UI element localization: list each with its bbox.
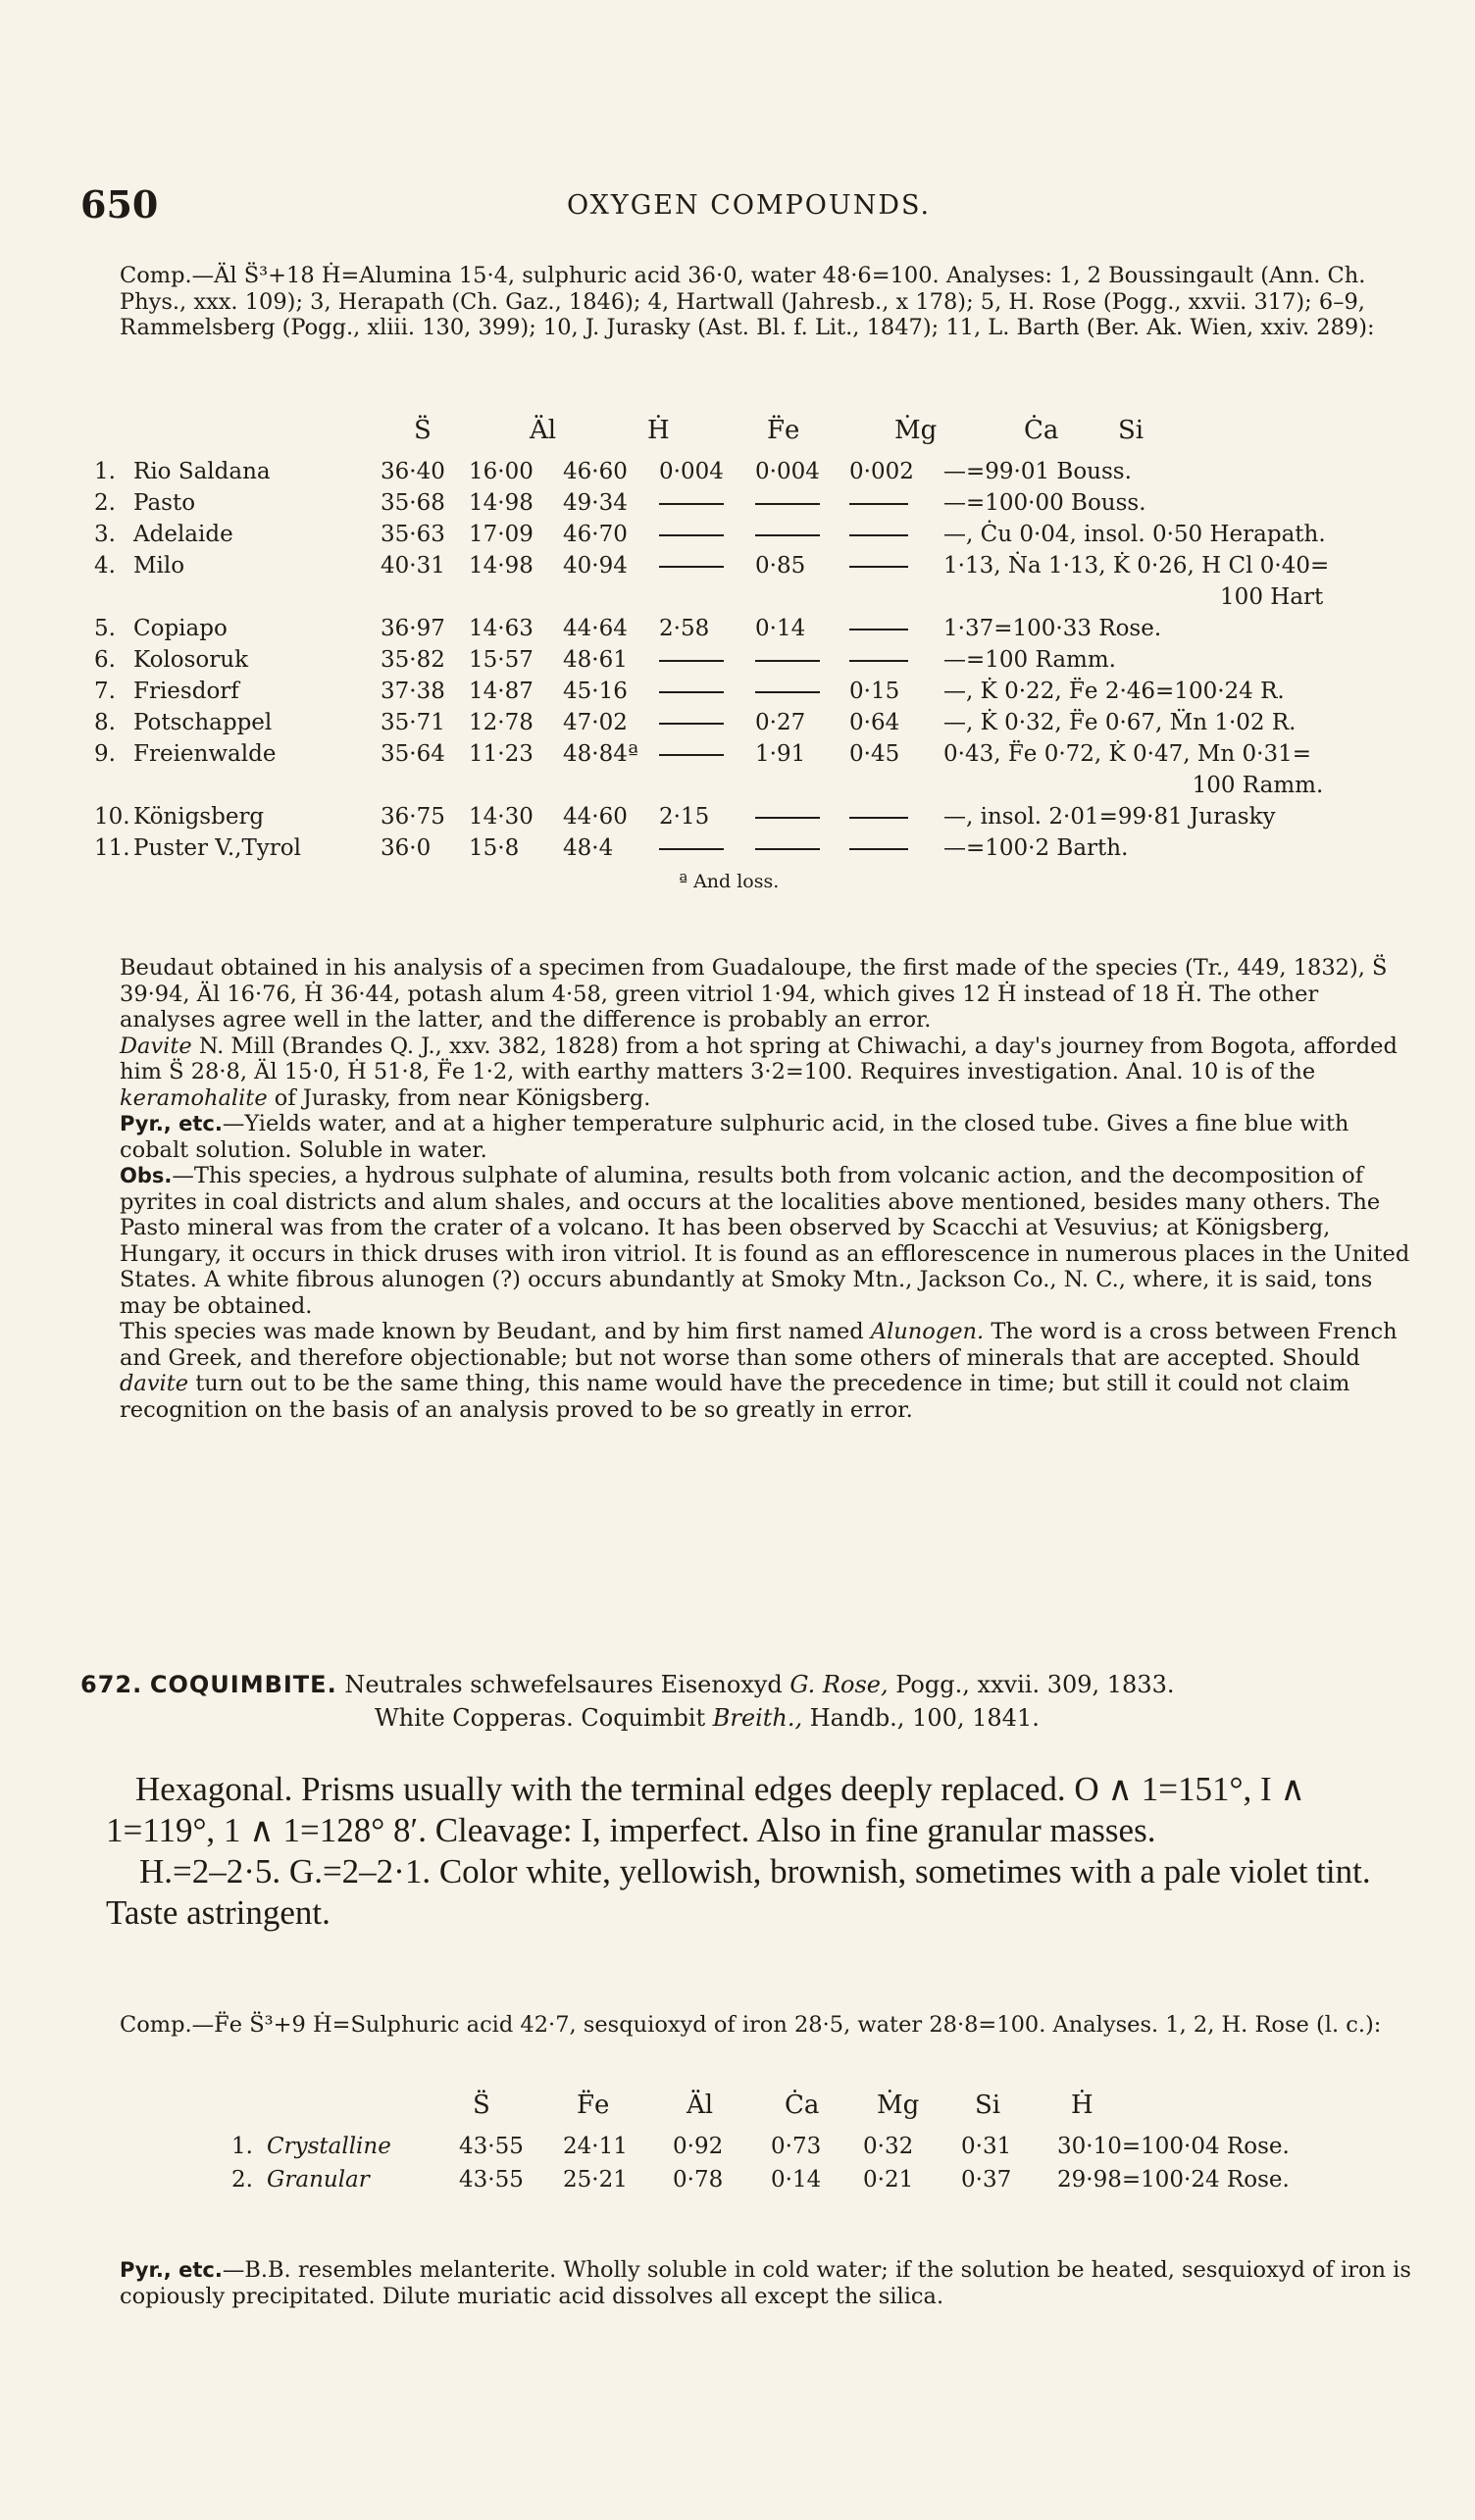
heading-line2-a: White Copperas. Coquimbit [375, 1704, 713, 1732]
dash-rule [659, 660, 724, 662]
cell-fe [659, 553, 755, 584]
species-heading [80, 1671, 1175, 1732]
cell-ca [849, 835, 943, 867]
pyr-text: —Yields water, and at a higher temperature sulphuric acid, in the closed tube. Gives a fine blue with cobalt solution. Soluble in water. [120, 1111, 1349, 1163]
cell-fe [659, 741, 755, 773]
page-number: 650 [80, 182, 159, 227]
pyr2-label: Pyr., etc. [120, 2258, 223, 2282]
alunogen: Alunogen. [870, 1319, 985, 1344]
row-number: 2. [94, 490, 116, 516]
cell-si-continued: 100 Ramm. [1192, 773, 1324, 798]
cell-al: 14·63 [469, 616, 534, 641]
cell-value: 0·21 [863, 2167, 914, 2192]
table-header-row [94, 416, 1144, 459]
cell-si: —=99·01 Bouss. [943, 459, 1132, 484]
cell-s: 40·31 [381, 553, 445, 579]
cell-si: —, K̇ 0·32, F̈e 0·67, M̈n 1·02 R. [943, 710, 1297, 735]
known-text-c: turn out to be the same thing, this name would have the precedence in time; but still it could not claim recognition on the basis of an analysis proved to be so greatly in error. [120, 1371, 1350, 1423]
cell-fe: 2·15 [659, 804, 710, 830]
paragraph-beudant: Beudaut obtained in his analysis of a specimen from Guadaloupe, the first made of the species (Tr., 449, 1832), S̈ 39·94, Äl 16·76, Ḣ 36·44, potash alum 4·58, green vitriol 1·94, which gives 12 Ḣ instead of 18 Ḣ. The other analyses agree well in the latter, and the difference is probably an error. [120, 955, 1388, 1033]
cell-si: 0·43, F̈e 0·72, K̇ 0·47, Mn 0·31= [943, 741, 1312, 767]
cell-h: 48·4 [563, 835, 614, 861]
dash-rule [755, 503, 820, 505]
dash-rule [849, 534, 908, 536]
pyr-paragraph-2 [120, 2257, 1412, 2309]
davite-italic: davite [120, 1371, 189, 1396]
table-row-continuation [94, 773, 1329, 804]
dash-rule [659, 691, 724, 693]
table-row [94, 490, 1329, 522]
cell-mg: 0·004 [755, 459, 820, 484]
locality: Kolosoruk [133, 647, 249, 673]
col-header: F̈e [577, 2091, 610, 2120]
paragraph-known [120, 1319, 1412, 1423]
dash-rule [849, 848, 908, 850]
cell-ca [849, 553, 943, 584]
species-number: 672. [80, 1671, 143, 1698]
dash-rule [755, 660, 820, 662]
locality: Puster V.,Tyrol [133, 835, 301, 861]
table-row [94, 710, 1329, 741]
cell-ca [849, 616, 943, 647]
dash-rule [755, 691, 820, 693]
cell-al: 12·78 [469, 710, 534, 735]
dash-rule [849, 566, 908, 568]
paragraph-pyr-1 [120, 1111, 1412, 1163]
cell-s: 36·40 [381, 459, 445, 484]
sample-type: Granular [267, 2167, 370, 2192]
row-number: 6. [94, 647, 116, 673]
dash-rule [659, 503, 724, 505]
cell-ca [849, 490, 943, 522]
dash-rule [849, 629, 908, 630]
table-row [231, 2134, 1290, 2167]
cell-value: 0·31 [961, 2134, 1012, 2159]
analysis-table-2 [231, 2091, 1290, 2200]
dash-rule [849, 503, 908, 505]
cell-al: 16·00 [469, 459, 534, 484]
locality: Milo [133, 553, 185, 579]
cell-value: 30·10=100·04 Rose. [1057, 2134, 1290, 2159]
cell-si-continued: 100 Hart [1220, 584, 1324, 610]
crystal-paragraph: Hexagonal. Prisms usually with the terminal edges deeply replaced. O ∧ 1=151°, I ∧ 1=119°, 1 ∧ 1=128° 8′. Cleavage: I, imperfect. Also in fine granular masses. [106, 1770, 1306, 1849]
cell-s: 37·38 [381, 679, 445, 704]
analysis-table-1 [94, 416, 1329, 892]
davite-text: N. Mill (Brandes Q. J., xxv. 382, 1828) from a hot spring at Chiwachi, a day's journey from Bogota, afforded him S̈ 28·8, Äl 15·0, Ḣ 51·8, F̈e 1·2, with earthy matters 3·2=100. Requires investigation. Anal. 10 is of the [120, 1033, 1398, 1084]
locality: Adelaide [133, 522, 233, 547]
cell-ca [849, 647, 943, 679]
cell-si: 1·13, Ṅa 1·13, K̇ 0·26, H Cl 0·40= [943, 553, 1330, 579]
cell-value: 0·92 [673, 2134, 724, 2159]
cell-mg: 0·14 [755, 616, 806, 641]
pyr2-para [120, 2257, 1412, 2309]
crystallography-block [106, 1769, 1420, 1934]
cell-fe [659, 522, 755, 553]
table-row [94, 553, 1329, 584]
cell-value: 0·14 [771, 2167, 822, 2192]
cell-value: 29·98=100·24 Rose. [1057, 2167, 1290, 2192]
cell-s: 36·75 [381, 804, 445, 830]
cell-mg [755, 490, 849, 522]
col-header: Ḣ [647, 416, 670, 445]
table-row [94, 616, 1329, 647]
cell-value: 43·55 [459, 2134, 524, 2159]
table-2-header-row [231, 2091, 1290, 2134]
heading-breith: Breith., [712, 1704, 803, 1732]
row-number: 4. [94, 553, 116, 579]
table-row-continuation [94, 584, 1329, 616]
col-header: Ċa [785, 2091, 820, 2120]
table-2-body [231, 2091, 1290, 2200]
dash-rule [659, 754, 724, 756]
cell-value: 0·37 [961, 2167, 1012, 2192]
cell-mg [755, 679, 849, 710]
row-number: 3. [94, 522, 116, 547]
comp-text-2: Comp.—F̈e S̈³+9 Ḣ=Sulphuric acid 42·7, sesquioxyd of iron 28·5, water 28·8=100. Analyses. 1, 2, H. Rose (l. c.): [120, 2012, 1382, 2038]
dash-rule [659, 534, 724, 536]
cell-si: —=100·2 Barth. [943, 835, 1129, 861]
cell-al: 15·8 [469, 835, 520, 861]
cell-s: 35·63 [381, 522, 445, 547]
dash-rule [755, 534, 820, 536]
obs-text: —This species, a hydrous sulphate of alumina, results both from volcanic action, and the decomposition of pyrites in coal districts and alum shales, and occurs at the localities above mentioned, besides many others. The Pasto mineral was from the crater of a volcano. It has been observed by Scacchi at Vesuvius; at Königsberg, Hungary, it occurs in thick druses with iron vitriol. It is found as an efflorescence in numerous places in the United States. A white fibrous alunogen (?) occurs abundantly at Smoky Mtn., Jackson Co., N. C., where, it is said, tons may be obtained. [120, 1163, 1410, 1319]
paragraph-obs [120, 1163, 1412, 1319]
cell-s: 36·97 [381, 616, 445, 641]
cell-ca [849, 804, 943, 835]
locality: Königsberg [133, 804, 265, 830]
cell-si: —=100·00 Bouss. [943, 490, 1146, 516]
col-header: F̈e [767, 416, 800, 445]
cell-si: 1·37=100·33 Rose. [943, 616, 1162, 641]
table-footnote: ª And loss. [679, 871, 780, 892]
row-number: 11. [94, 835, 130, 861]
cell-h: 44·64 [563, 616, 628, 641]
dash-rule [755, 817, 820, 819]
col-header: Äl [530, 416, 557, 445]
row-number: 8. [94, 710, 116, 735]
hardness-paragraph: H.=2–2·5. G.=2–2·1. Color white, yellowish, brownish, sometimes with a pale violet tint. Taste astringent. [106, 1852, 1371, 1932]
cell-mg [755, 804, 849, 835]
cell-s: 35·64 [381, 741, 445, 767]
cell-mg [755, 647, 849, 679]
cell-s: 35·68 [381, 490, 445, 516]
cell-h: 40·94 [563, 553, 628, 579]
cell-value: 0·78 [673, 2167, 724, 2192]
obs-label: Obs. [120, 1164, 173, 1187]
cell-ca: 0·64 [849, 710, 900, 735]
cell-value: 0·32 [863, 2134, 914, 2159]
cell-fe [659, 679, 755, 710]
cell-ca: 0·45 [849, 741, 900, 767]
locality: Potschappel [133, 710, 273, 735]
cell-ca: 0·002 [849, 459, 914, 484]
table-row [94, 741, 1329, 773]
dash-rule [755, 848, 820, 850]
cell-value: 25·21 [563, 2167, 628, 2192]
known-text-b: The word is a cross between French and Greek, and therefore objectionable; but not worse than some others of minerals that are accepted. Should [120, 1319, 1398, 1371]
cell-fe: 0·004 [659, 459, 724, 484]
locality: Pasto [133, 490, 196, 516]
cell-s: 35·71 [381, 710, 445, 735]
col-header: Ṁg [877, 2091, 920, 2120]
heading-line2-b: Handb., 100, 1841. [802, 1704, 1040, 1732]
cell-h: 48·84ª [563, 741, 638, 767]
comp-paragraph-1 [120, 263, 1412, 341]
locality: Friesdorf [133, 679, 239, 704]
dash-rule [849, 660, 908, 662]
comp-paragraph-2 [120, 2012, 1412, 2039]
cell-al: 17·09 [469, 522, 534, 547]
table-row [94, 804, 1329, 835]
cell-mg: 0·27 [755, 710, 806, 735]
row-number: 1. [231, 2134, 253, 2159]
table-row [94, 459, 1329, 490]
table-row [94, 522, 1329, 553]
pyr2-text: —B.B. resembles melanterite. Wholly soluble in cold water; if the solution be heated, sesquioxyd of iron is copiously precipitated. Dilute muriatic acid dissolves all except the silica. [120, 2257, 1411, 2309]
known-text-a: This species was made known by Beudant, and by him first named [120, 1319, 871, 1344]
cell-s: 36·0 [381, 835, 432, 861]
cell-ca: 0·15 [849, 679, 900, 704]
cell-al: 14·98 [469, 553, 534, 579]
cell-mg [755, 522, 849, 553]
cell-mg: 1·91 [755, 741, 806, 767]
col-header: Ṁg [894, 416, 938, 445]
dash-rule [849, 817, 908, 819]
table-row [94, 679, 1329, 710]
dash-rule [659, 723, 724, 725]
cell-fe [659, 710, 755, 741]
cell-fe: 2·58 [659, 616, 710, 641]
dash-rule [659, 566, 724, 568]
col-header: S̈ [473, 2091, 490, 2120]
table-row [231, 2167, 1290, 2200]
cell-al: 15·57 [469, 647, 534, 673]
locality: Copiapo [133, 616, 228, 641]
cell-si: —=100 Ramm. [943, 647, 1116, 673]
col-header: Ċa [1024, 416, 1059, 445]
cell-value: 24·11 [563, 2134, 628, 2159]
comp-text-1: Comp.—Äl S̈³+18 Ḣ=Alumina 15·4, sulphuric acid 36·0, water 48·6=100. Analyses: 1, 2 Boussingault (Ann. Ch. Phys., xxx. 109); 3, Herapath (Ch. Gaz., 1846); 4, Hartwall (Jahresb., x 178); 5, H. Rose (Pogg., xxvii. 317); 6–9, Rammelsberg (Pogg., xliii. 130, 399); 10, J. Jurasky (Ast. Bl. f. Lit., 1847); 11, L. Barth (Ber. Ak. Wien, xxiv. 289): [120, 263, 1375, 340]
text-block-1 [120, 955, 1412, 1423]
col-header: Äl [687, 2091, 714, 2120]
cell-value: 0·73 [771, 2134, 822, 2159]
cell-ca [849, 522, 943, 553]
cell-h: 45·16 [563, 679, 628, 704]
species-name: COQUIMBITE. [149, 1671, 337, 1698]
cell-h: 46·70 [563, 522, 628, 547]
cell-al: 14·98 [469, 490, 534, 516]
cell-s: 35·82 [381, 647, 445, 673]
locality: Rio Saldana [133, 459, 271, 484]
davite-name: Davite [120, 1033, 192, 1059]
row-number: 7. [94, 679, 116, 704]
locality: Freienwalde [133, 741, 277, 767]
cell-mg: 0·85 [755, 553, 806, 579]
cell-si: —, insol. 2·01=99·81 Jurasky [943, 804, 1276, 830]
dash-rule [659, 848, 724, 850]
col-header: Si [975, 2091, 1001, 2120]
table-row [94, 835, 1329, 867]
row-number: 10. [94, 804, 130, 830]
cell-al: 14·87 [469, 679, 534, 704]
cell-h: 44·60 [563, 804, 628, 830]
heading-text-1: Neutrales schwefelsaures Eisenoxyd [336, 1671, 790, 1698]
cell-h: 46·60 [563, 459, 628, 484]
sample-type: Crystalline [267, 2134, 391, 2159]
cell-fe [659, 835, 755, 867]
cell-si: —, Ċu 0·04, insol. 0·50 Herapath. [943, 522, 1326, 547]
cell-si: —, K̇ 0·22, F̈e 2·46=100·24 R. [943, 679, 1285, 704]
cell-h: 48·61 [563, 647, 628, 673]
paragraph-davite [120, 1033, 1412, 1112]
row-number: 5. [94, 616, 116, 641]
heading-text-2: Pogg., xxvii. 309, 1833. [888, 1671, 1175, 1698]
davite-end: of Jurasky, from near Königsberg. [267, 1084, 651, 1111]
col-header: Si [1118, 416, 1144, 445]
heading-rose: G. Rose, [789, 1671, 889, 1698]
cell-h: 47·02 [563, 710, 628, 735]
cell-value: 43·55 [459, 2167, 524, 2192]
cell-al: 14·30 [469, 804, 534, 830]
cell-h: 49·34 [563, 490, 628, 516]
col-header: Ḣ [1071, 2091, 1094, 2120]
col-header: S̈ [414, 416, 432, 445]
cell-al: 11·23 [469, 741, 534, 767]
row-number: 2. [231, 2167, 253, 2192]
cell-fe [659, 647, 755, 679]
cell-mg [755, 835, 849, 867]
cell-fe [659, 490, 755, 522]
table-body [94, 459, 1329, 867]
keramohalite: keramohalite [120, 1084, 268, 1111]
pyr-label: Pyr., etc. [120, 1112, 223, 1135]
table-row [94, 647, 1329, 679]
row-number: 9. [94, 741, 116, 767]
running-head: OXYGEN COMPOUNDS. [567, 190, 932, 221]
row-number: 1. [94, 459, 116, 484]
